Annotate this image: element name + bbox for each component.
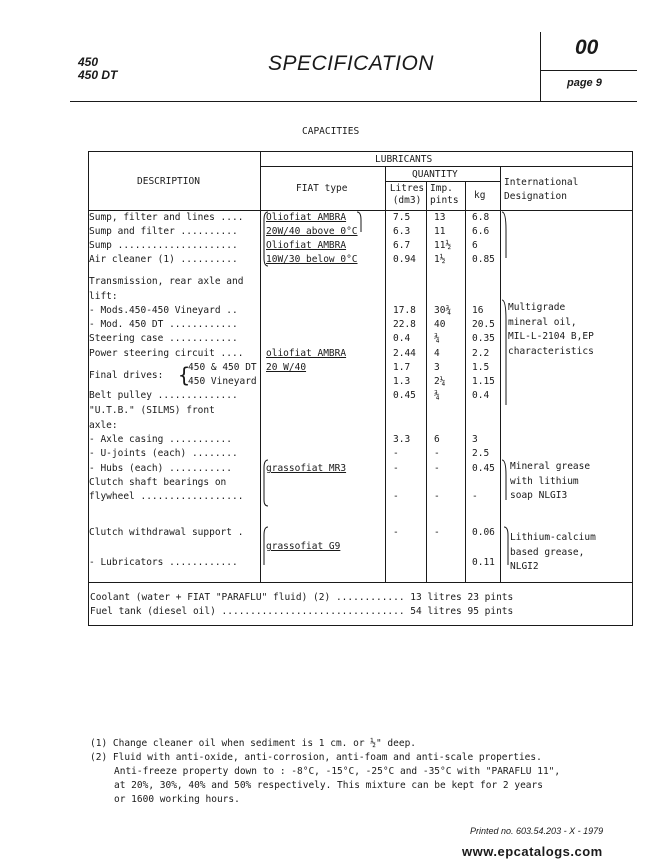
row-description: Clutch withdrawal support . — [89, 527, 244, 538]
row-litres: 2.44 — [393, 348, 416, 359]
row-kg: 6.6 — [472, 226, 490, 237]
row-litres: 0.4 — [393, 333, 411, 344]
row-description: Sump and filter .......... — [89, 226, 238, 237]
header-lubricants: LUBRICANTS — [375, 154, 433, 165]
row-litres: 1.7 — [393, 362, 411, 373]
row-pints: - — [434, 463, 440, 474]
row-litres: - — [393, 463, 399, 474]
row-pints: - — [434, 527, 440, 538]
row-pints: - — [434, 448, 440, 459]
watermark: www.epcatalogs.com — [462, 844, 603, 859]
row-kg: 0.11 — [472, 557, 495, 568]
row-pints: 1½ — [434, 254, 446, 265]
row-kg: 20.5 — [472, 319, 495, 330]
row-kg: 0.85 — [472, 254, 495, 265]
row-fiat-type: 20W/40 above 0°C — [266, 226, 358, 237]
row-fiat-type: 10W/30 below 0°C — [266, 254, 358, 265]
row-kg: 1.5 — [472, 362, 490, 373]
row-pints: 13 — [434, 212, 446, 223]
row-description: - Lubricators ............ — [89, 557, 238, 568]
row-pints: ¾ — [434, 390, 440, 401]
row-description: Transmission, rear axle and — [89, 276, 244, 287]
row-kg: 16 — [472, 305, 484, 316]
row-pints: 3 — [434, 362, 440, 373]
header-description: DESCRIPTION — [137, 176, 200, 187]
row-pints: 11½ — [434, 240, 452, 251]
row-litres: - — [393, 448, 399, 459]
row-description: - Axle casing ........... — [89, 434, 232, 445]
row-fiat-type: oliofiat AMBRA — [266, 348, 347, 359]
final-drives-450: 450 & 450 DT — [188, 362, 257, 373]
row-pints: - — [434, 491, 440, 502]
row-kg: 0.4 — [472, 390, 490, 401]
row-pints: 40 — [434, 319, 446, 330]
row-kg: 6.8 — [472, 212, 490, 223]
row-kg: 0.06 — [472, 527, 495, 538]
intl-lithium: Lithium-calcium based grease, NLGI2 — [510, 532, 596, 572]
row-description: lift: — [89, 291, 118, 302]
printed-number: Printed no. 603.54.203 - X - 1979 — [470, 826, 604, 836]
row-kg: 2.5 — [472, 448, 490, 459]
final-drives-brace: { — [178, 363, 191, 387]
page-title: SPECIFICATION — [268, 52, 434, 75]
header-imp-pints: Imp. pints — [430, 183, 459, 206]
row-description: Belt pulley .............. — [89, 390, 238, 401]
header-international: International Designation — [504, 177, 579, 202]
row-description: Power steering circuit .... — [89, 348, 244, 359]
footnote-1: (1) Change cleaner oil when sediment is 1 cm. or ½" deep. — [90, 738, 417, 749]
header-litres: Litres (dm3) — [389, 183, 425, 206]
footnote-2-line2: Anti-freeze property down to : -8°C, -15°C, -25°C and -35°C with "PARAFLU 11", — [114, 766, 561, 777]
row-pints: 2¼ — [434, 376, 446, 387]
row-description: Sump ..................... — [89, 240, 238, 251]
row-kg: 0.35 — [472, 333, 495, 344]
row-litres: 0.94 — [393, 254, 416, 265]
intl-oil: Multigrade mineral oil, MIL-L-2104 B,EP characteristics — [508, 302, 594, 357]
fuel-row: Fuel tank (diesel oil) ................................ 54 litres 95 pints — [90, 606, 514, 617]
row-description: axle: — [89, 420, 118, 431]
row-description: flywheel .................. — [89, 491, 244, 502]
model-450dt: 450 DT — [78, 68, 118, 82]
row-description: - Mods.450-450 Vineyard .. — [89, 305, 238, 316]
row-litres: 7.5 — [393, 212, 411, 223]
row-description: Clutch shaft bearings on — [89, 477, 227, 488]
row-kg: 3 — [472, 434, 478, 445]
row-litres: 0.45 — [393, 390, 416, 401]
row-description: Sump, filter and lines .... — [89, 212, 244, 223]
row-description: - Mod. 450 DT ............ — [89, 319, 238, 330]
row-fiat-type: grassofiat MR3 — [266, 463, 347, 474]
row-kg: 0.45 — [472, 463, 495, 474]
row-fiat-type: grassofiat G9 — [266, 541, 341, 552]
row-description: "U.T.B." (SILMS) front — [89, 405, 215, 416]
row-description: - Hubs (each) ........... — [89, 463, 232, 474]
row-litres: 6.7 — [393, 240, 411, 251]
model-450: 450 — [78, 55, 99, 69]
final-drives-label: Final drives: — [89, 370, 164, 381]
row-kg: - — [472, 491, 478, 502]
row-litres: 22.8 — [393, 319, 416, 330]
footnote-2-line4: or 1600 working hours. — [114, 794, 240, 805]
row-fiat-type: Oliofiat AMBRA — [266, 240, 347, 251]
row-pints: 4 — [434, 348, 440, 359]
row-litres: 3.3 — [393, 434, 411, 445]
row-fiat-type: Oliofiat AMBRA — [266, 212, 347, 223]
intl-grease: Mineral grease with lithium soap NLGI3 — [510, 461, 591, 501]
footnote-2-line3: at 20%, 30%, 40% and 50% respectively. This mixture can be kept for 2 years — [114, 780, 543, 791]
header-quantity: QUANTITY — [412, 169, 458, 180]
header-fiat-type: FIAT type — [296, 183, 348, 194]
row-pints: 6 — [434, 434, 440, 445]
row-litres: 1.3 — [393, 376, 411, 387]
header-kg: kg — [474, 190, 486, 201]
page-number: page 9 — [567, 77, 602, 89]
row-kg: 6 — [472, 240, 478, 251]
row-pints: 11 — [434, 226, 446, 237]
footnote-2: (2) Fluid with anti-oxide, anti-corrosion, anti-foam and anti-scale properties. — [90, 752, 542, 763]
row-pints: 30¾ — [434, 305, 452, 316]
row-litres: - — [393, 491, 399, 502]
row-kg: 2.2 — [472, 348, 490, 359]
row-litres: - — [393, 527, 399, 538]
row-description: Air cleaner (1) .......... — [89, 254, 238, 265]
row-pints: ¾ — [434, 333, 440, 344]
coolant-row: Coolant (water + FIAT "PARAFLU" fluid) (2) ............ 13 litres 23 pints — [90, 592, 514, 603]
row-litres: 17.8 — [393, 305, 416, 316]
row-litres: 6.3 — [393, 226, 411, 237]
section-number: 00 — [575, 36, 599, 59]
row-description: - U-joints (each) ........ — [89, 448, 238, 459]
row-kg: 1.15 — [472, 376, 495, 387]
table-caption: CAPACITIES — [302, 126, 360, 137]
row-description: Steering case ............ — [89, 333, 238, 344]
row-fiat-type: 20 W/40 — [266, 362, 307, 373]
final-drives-vineyard: 450 Vineyard — [188, 376, 257, 387]
